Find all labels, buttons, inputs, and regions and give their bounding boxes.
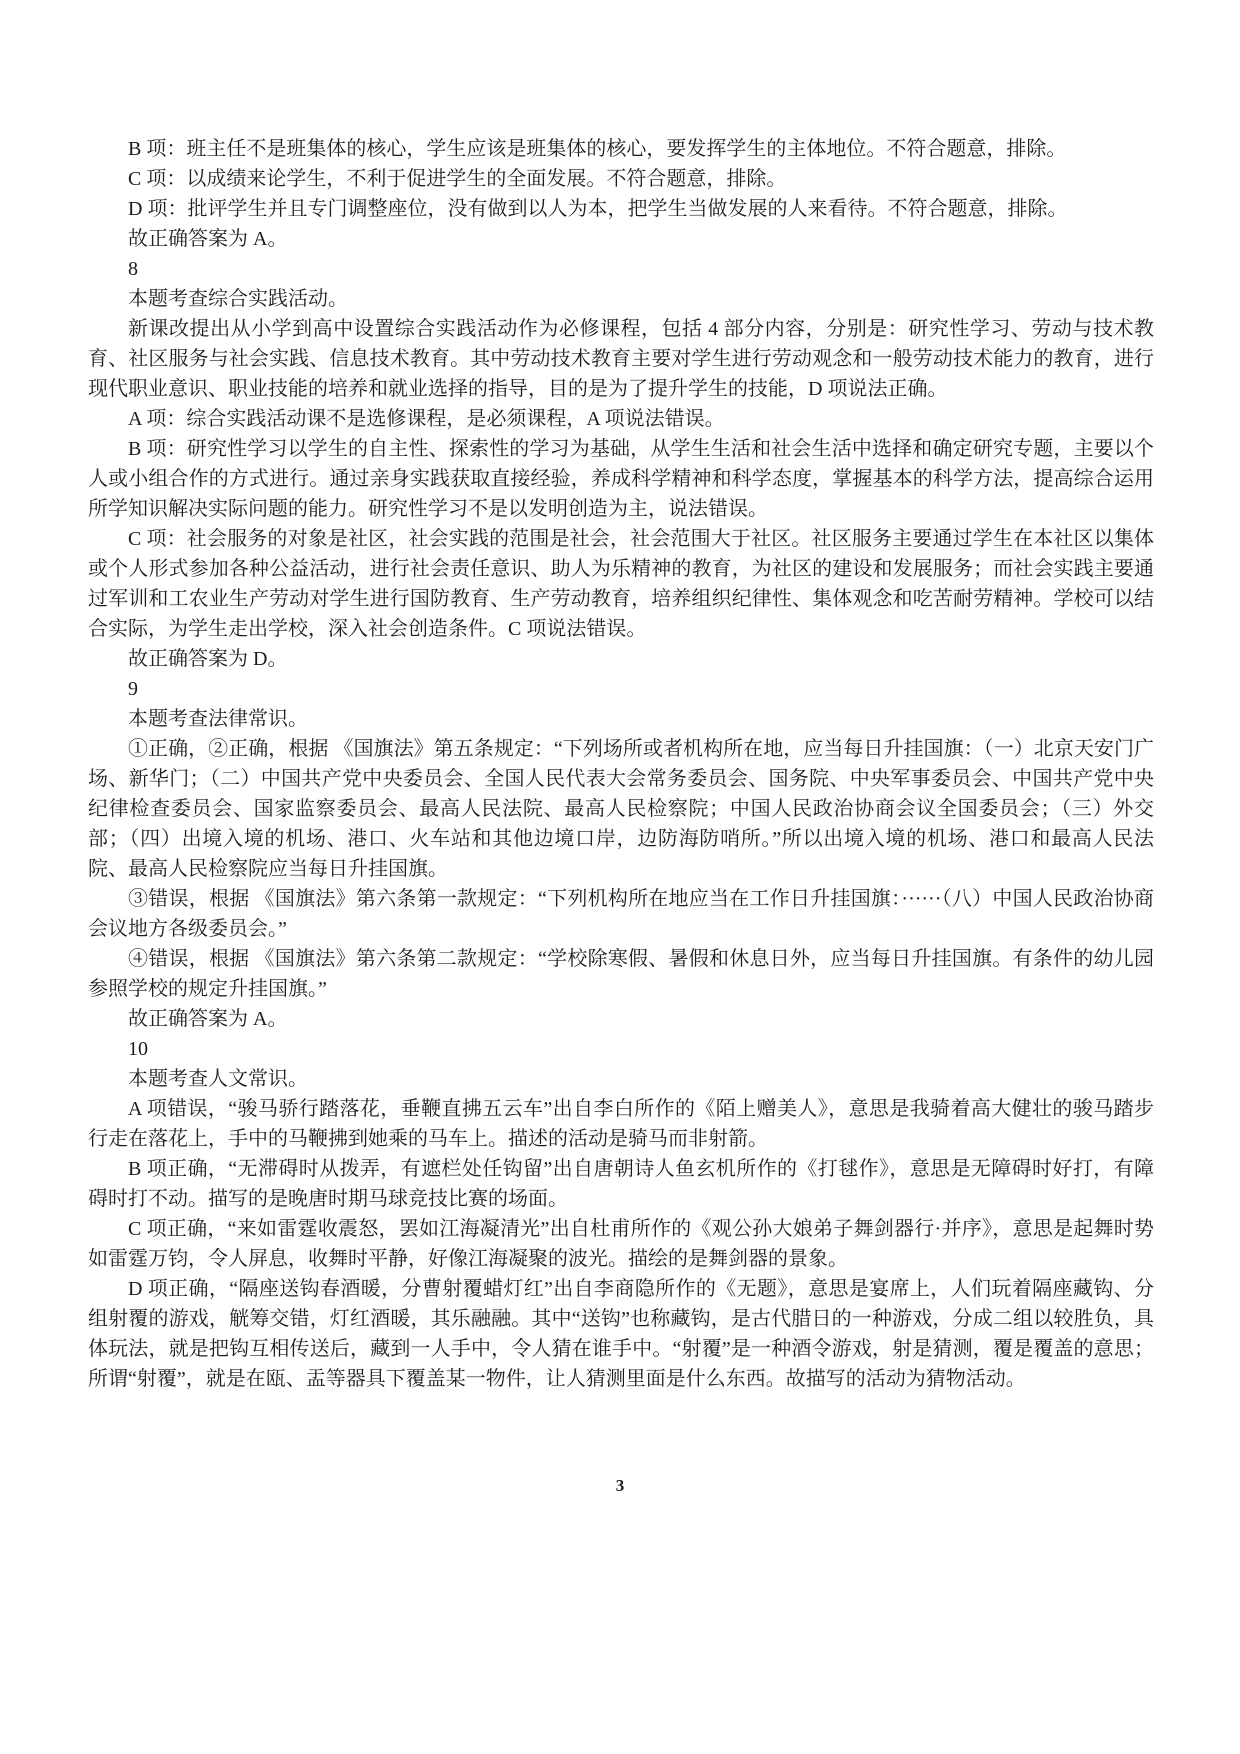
document-content [88, 134, 1154, 1394]
question-number: 8 [128, 258, 138, 280]
paragraph: 故正确答案为 A。 [128, 228, 288, 250]
paragraph: D 项正确，“隔座送钩春酒暖，分曹射覆蜡灯红”出自李商隐所作的《无题》，意思是宴席上，人们玩着隔座藏钩、分组射覆的游戏，觥筹交错，灯红酒暖，其乐融融。其中“送钩”也称藏钩，是古代腊日的一种游戏，分成二组以较胜负，具体玩法，就是把钩互相传送后，藏到一人手中，令人猜在谁手中。“射覆”是一种酒令游戏，射是猜测，覆是覆盖的意思；所谓“射覆”，就是在瓯、盂等器具下覆盖某一物件，让人猜测里面是什么东西。故描写的活动为猜物活动。 [88, 1278, 1154, 1390]
paragraph: ①正确，②正确，根据 《国旗法》第五条规定：“下列场所或者机构所在地，应当每日升挂国旗：（一）北京天安门广场、新华门；（二）中国共产党中央委员会、全国人民代表大会常务委员会、国务院、中央军事委员会、中国共产党中央纪律检查委员会、国家监察委员会、最高人民法院、最高人民检察院；中国人民政治协商会议全国委员会；（三）外交部；（四）出境入境的机场、港口、火车站和其他边境口岸，边防海防哨所。”所以出境入境的机场、港口和最高人民法院、最高人民检察院应当每日升挂国旗。 [88, 738, 1154, 880]
paragraph: B 项：班主任不是班集体的核心，学生应该是班集体的核心，要发挥学生的主体地位。不符合题意，排除。 [128, 138, 1067, 160]
page-number: 3 [615, 1476, 625, 1495]
paragraph: ③错误，根据 《国旗法》第六条第一款规定：“下列机构所在地应当在工作日升挂国旗：······（八）中国人民政治协商会议地方各级委员会。” [88, 888, 1154, 940]
paragraph: 本题考查法律常识。 [128, 708, 308, 730]
question-number: 10 [128, 1038, 148, 1060]
paragraph: 本题考查人文常识。 [128, 1068, 308, 1090]
paragraph: A 项错误，“骏马骄行踏落花，垂鞭直拂五云车”出自李白所作的《陌上赠美人》，意思是我骑着高大健壮的骏马踏步行走在落花上，手中的马鞭拂到她乘的马车上。描述的活动是骑马而非射箭。 [88, 1098, 1154, 1150]
paragraph: B 项：研究性学习以学生的自主性、探索性的学习为基础，从学生生活和社会生活中选择和确定研究专题，主要以个人或小组合作的方式进行。通过亲身实践获取直接经验，养成科学精神和科学态度，掌握基本的科学方法，提高综合运用所学知识解决实际问题的能力。研究性学习不是以发明创造为主，说法错误。 [88, 438, 1154, 520]
paragraph: 本题考查综合实践活动。 [128, 288, 348, 310]
paragraph: D 项：批评学生并且专门调整座位，没有做到以人为本，把学生当做发展的人来看待。不符合题意，排除。 [128, 198, 1068, 220]
question-number: 9 [128, 678, 138, 700]
paragraph: 故正确答案为 D。 [128, 648, 288, 670]
paragraph: C 项：以成绩来论学生，不利于促进学生的全面发展。不符合题意，排除。 [128, 168, 787, 190]
paragraph: A 项：综合实践活动课不是选修课程，是必须课程，A 项说法错误。 [128, 408, 725, 430]
paragraph: B 项正确，“无滞碍时从拨弄，有遮栏处任钩留”出自唐朝诗人鱼玄机所作的《打毬作》，意思是无障碍时好打，有障碍时打不动。描写的是晚唐时期马球竞技比赛的场面。 [88, 1158, 1154, 1210]
paragraph: C 项：社会服务的对象是社区，社会实践的范围是社会，社会范围大于社区。社区服务主要通过学生在本社区以集体或个人形式参加各种公益活动，进行社会责任意识、助人为乐精神的教育，为社区的建设和发展服务；而社会实践主要通过军训和工农业生产劳动对学生进行国防教育、生产劳动教育，培养组织纪律性、集体观念和吃苦耐劳精神。学校可以结合实际，为学生走出学校，深入社会创造条件。C 项说法错误。 [88, 528, 1154, 640]
paragraph: 故正确答案为 A。 [128, 1008, 288, 1030]
paragraph: C 项正确，“来如雷霆收震怒，罢如江海凝清光”出自杜甫所作的《观公孙大娘弟子舞剑器行·并序》，意思是起舞时势如雷霆万钧，令人屏息，收舞时平静，好像江海凝聚的波光。描绘的是舞剑器的景象。 [88, 1218, 1154, 1270]
paragraph: 新课改提出从小学到高中设置综合实践活动作为必修课程，包括 4 部分内容，分别是：研究性学习、劳动与技术教育、社区服务与社会实践、信息技术教育。其中劳动技术教育主要对学生进行劳动观念和一般劳动技术能力的教育，进行现代职业意识、职业技能的培养和就业选择的指导，目的是为了提升学生的技能，D 项说法正确。 [88, 318, 1154, 400]
paragraph: ④错误，根据 《国旗法》第六条第二款规定：“学校除寒假、暑假和休息日外，应当每日升挂国旗。有条件的幼儿园参照学校的规定升挂国旗。” [88, 948, 1154, 1000]
